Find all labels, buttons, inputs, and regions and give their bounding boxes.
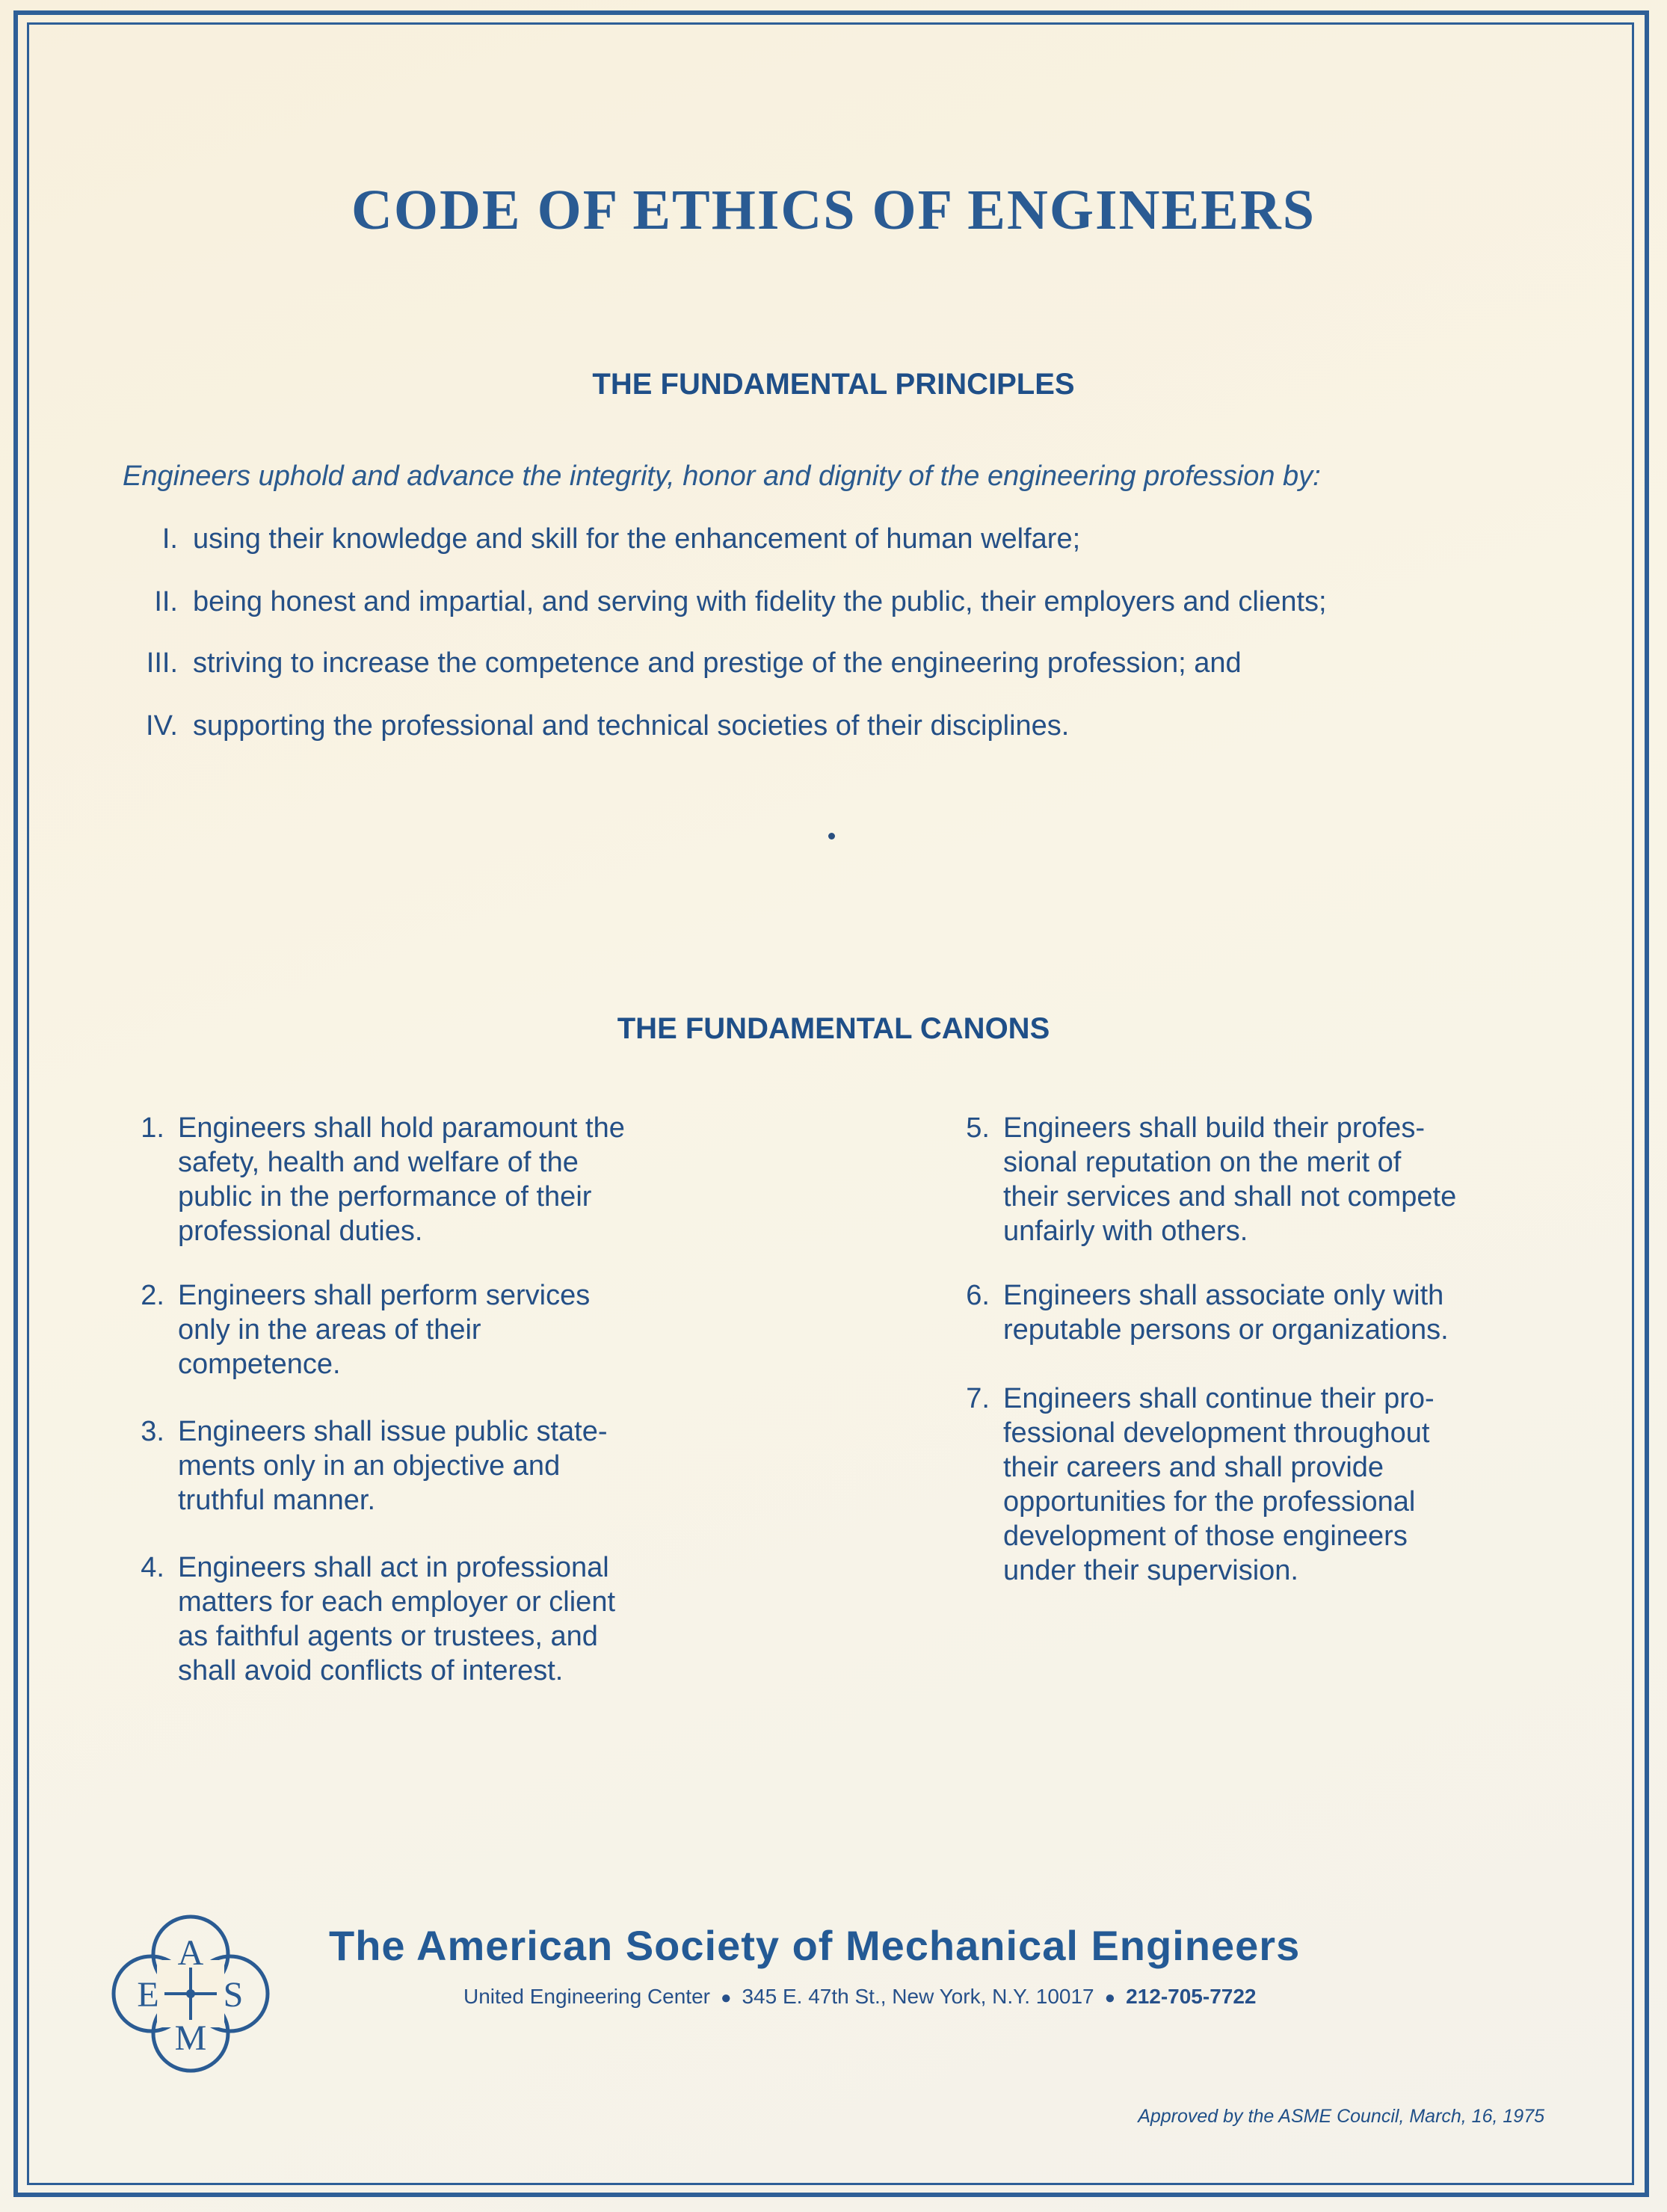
canon-number: 2. (141, 1280, 164, 1311)
logo-letter-m: M (174, 2018, 207, 2058)
canon-text: Engineers shall perform services only in the areas of their competence. (178, 1280, 591, 1380)
address-street: 345 E. 47th St., New York, N.Y. 10017 (742, 1985, 1094, 2008)
principle-item (105, 647, 1242, 680)
canon-item (120, 1550, 792, 1700)
principle-number: III. (146, 647, 178, 679)
logo-letter-e: E (137, 1975, 159, 2015)
canon-number: 5. (966, 1112, 990, 1144)
canon-text: Engineers shall hold paramount the safety, health and welfare of the public in the performance of their professional duties. (178, 1112, 625, 1247)
principle-text: being honest and impartial, and serving with fidelity the public, their employers and clients; (193, 586, 1327, 617)
principle-number: I. (161, 523, 178, 555)
canon-item (120, 1278, 792, 1390)
phone-number: 212-705-7722 (1126, 1985, 1257, 2008)
logo-letter-a: A (177, 1933, 204, 1973)
canon-text: Engineers shall issue public state- ments only in an objective and truthful manner. (178, 1416, 608, 1516)
asme-logo-icon (105, 1908, 277, 2080)
canon-item (945, 1381, 1618, 1598)
canons-heading: THE FUNDAMENTAL CANONS (617, 1012, 1050, 1045)
logo-letter-s: S (223, 1975, 244, 2015)
principle-text: using their knowledge and skill for the enhancement of human welfare; (193, 523, 1081, 555)
canon-item (945, 1278, 1618, 1361)
canon-text: Engineers shall act in professional matters for each employer or client as faithful agents or trustees, and shall avoid conflicts of interest. (178, 1552, 616, 1686)
canon-text: Engineers shall associate only with reputable persons or organizations. (1003, 1280, 1449, 1346)
canon-number: 4. (141, 1552, 164, 1583)
principles-intro: Engineers uphold and advance the integrity, honor and dignity of the engineering profession by: (123, 460, 1321, 492)
organization-name: The American Society of Mechanical Engineers (329, 1922, 1301, 1969)
bullet-icon: ● (1104, 1988, 1116, 2008)
document-title: CODE OF ETHICS OF ENGINEERS (351, 179, 1316, 241)
canon-number: 3. (141, 1416, 164, 1447)
canon-item (120, 1414, 792, 1526)
address-center: United Engineering Center (463, 1985, 710, 2008)
canon-number: 1. (141, 1112, 164, 1144)
canon-number: 6. (966, 1280, 990, 1311)
inner-border (27, 22, 1634, 2185)
canon-text: Engineers shall continue their pro- fessional development throughout their careers and shall provide opportunities for the professional development of those engineers under their supervision. (1003, 1383, 1435, 1586)
principle-text: supporting the professional and technical societies of their disciplines. (193, 710, 1070, 742)
address-line (463, 1985, 1257, 2009)
canon-text: Engineers shall build their profes- sional reputation on the merit of their services and shall not compete unfairly with others. (1003, 1112, 1457, 1247)
principle-number: IV. (146, 710, 178, 742)
principles-heading: THE FUNDAMENTAL PRINCIPLES (592, 368, 1075, 401)
principle-item (105, 586, 1327, 618)
principle-number: II. (154, 586, 178, 617)
principle-text: striving to increase the competence and prestige of the engineering profession; and (193, 647, 1242, 679)
approval-note: Approved by the ASME Council, March, 16, 1975 (1138, 2106, 1544, 2127)
principle-item (105, 710, 1069, 742)
canon-item (120, 1111, 792, 1260)
principle-item (105, 523, 1080, 555)
canon-number: 7. (966, 1383, 990, 1414)
separator-dot (828, 833, 835, 839)
bullet-icon: ● (720, 1988, 732, 2008)
canon-item (945, 1111, 1618, 1260)
